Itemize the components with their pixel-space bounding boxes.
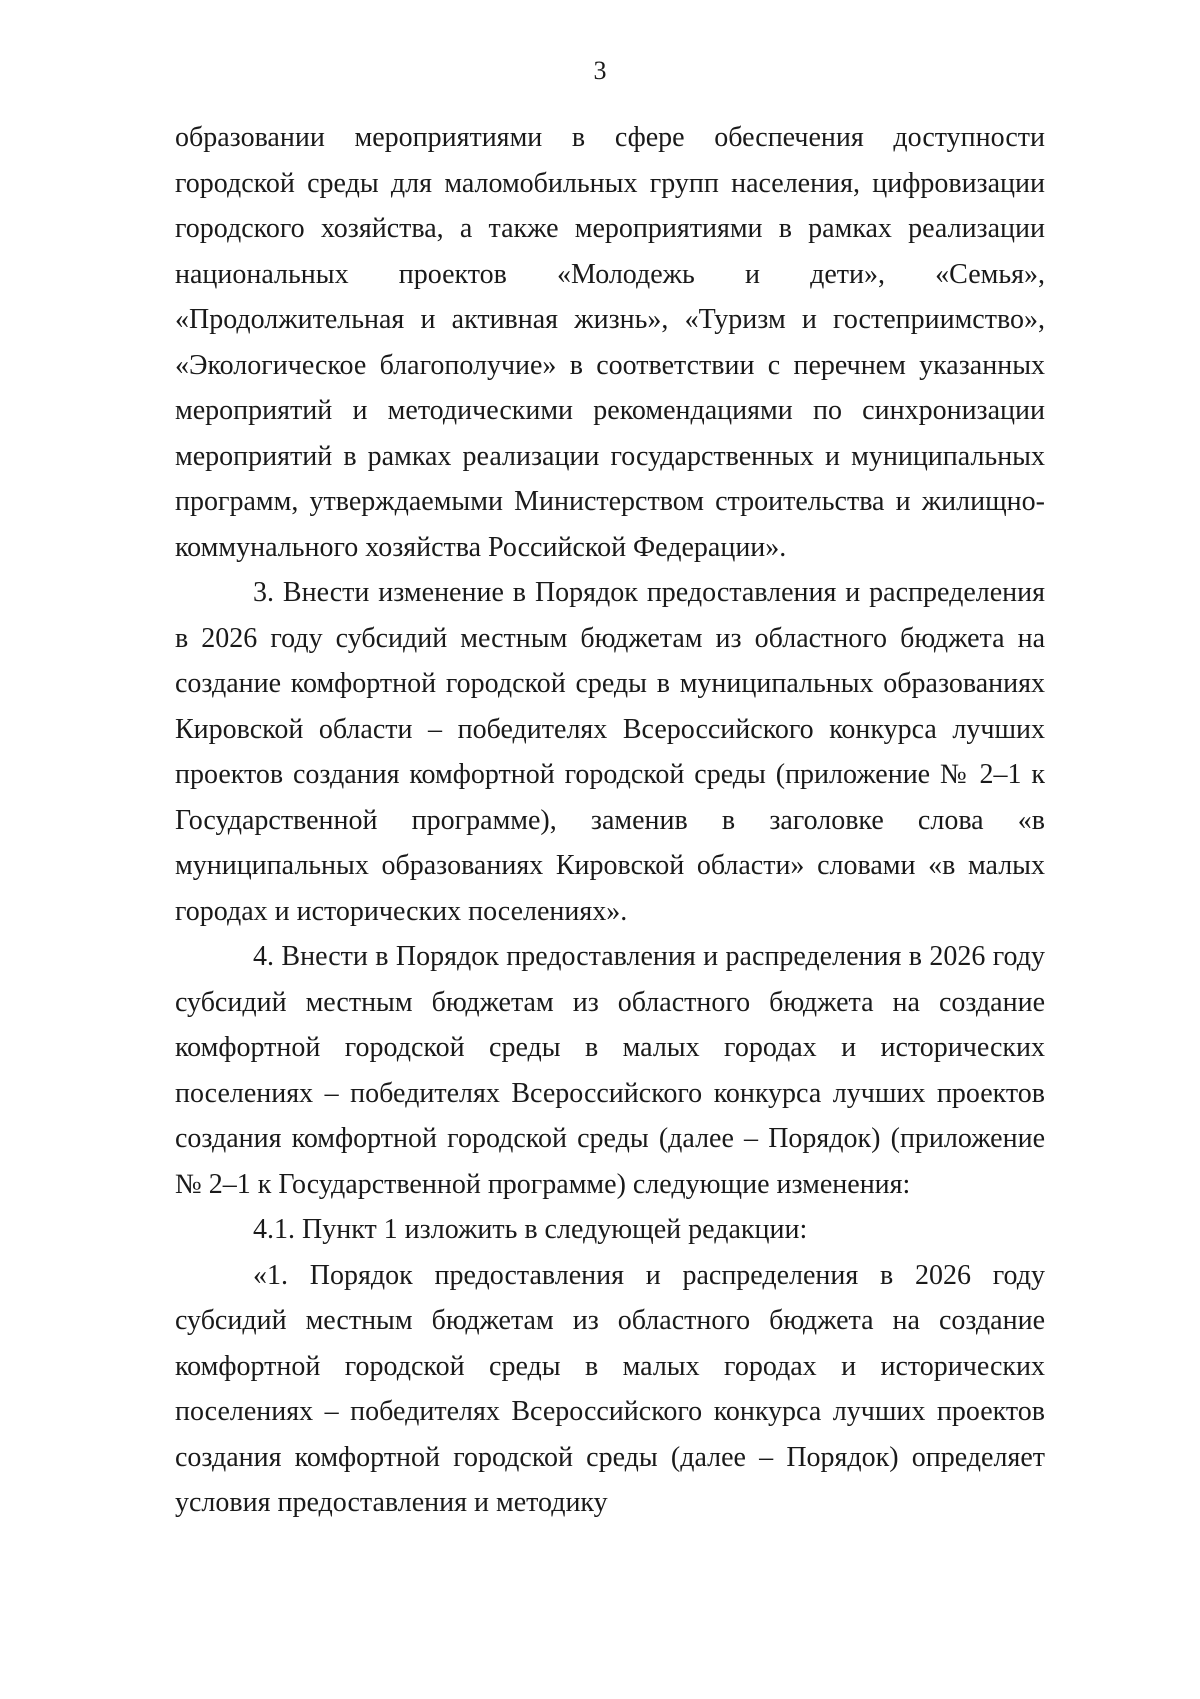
page-number: 3 <box>593 56 607 85</box>
paragraph-item-3: 3. Внести изменение в Порядок предоставления и распределения в 2026 году субсидий местным бюджетам из областного бюджета на создание комфортной городской среды в муниципальных образованиях Кировской области – победителях Всероссийского конкурса лучших проектов создания комфортной городской среды (приложение № 2–1 к Государственной программе), заменив в заголовке слова «в муниципальных образованиях Кировской области» словами «в малых городах и исторических поселениях». <box>175 577 1045 927</box>
paragraph-item-4: 4. Внести в Порядок предоставления и распределения в 2026 году субсидий местным бюджетам из областного бюджета на создание комфортной городской среды в малых городах и исторических поселениях – победителях Всероссийского конкурса лучших проектов создания комфортной городской среды (далее – Порядок) (приложение № 2–1 к Государственной программе) следующие изменения: <box>175 941 1045 1200</box>
paragraph-continuation: образовании мероприятиями в сфере обеспечения доступности городской среды для маломобильных групп населения, цифровизации городского хозяйства, а также мероприятиями в рамках реализации национальных проектов «Молодежь и дети», «Семья», «Продолжительная и активная жизнь», «Туризм и гостеприимство», «Экологическое благополучие» в соответствии с перечнем указанных мероприятий и методическими рекомендациями по синхронизации мероприятий в рамках реализации государственных и муниципальных программ, утверждаемыми Министерством строительства и жилищно-коммунального хозяйства Российской Федерации». <box>175 122 1045 563</box>
paragraph-quoted-item-1: «1. Порядок предоставления и распределения в 2026 году субсидий местным бюджетам из областного бюджета на создание комфортной городской среды в малых городах и исторических поселениях – победителях Всероссийского конкурса лучших проектов создания комфортной городской среды (далее – Порядок) определяет условия предоставления и методику <box>175 1259 1045 1518</box>
document-body <box>175 115 1045 1526</box>
paragraph-item-4-1: 4.1. Пункт 1 изложить в следующей редакции: <box>253 1214 808 1245</box>
